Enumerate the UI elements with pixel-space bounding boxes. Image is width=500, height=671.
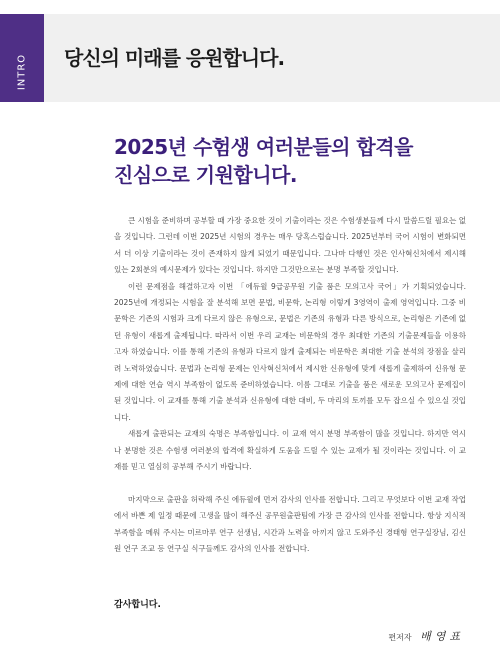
paragraph-3: 새롭게 출판되는 교재의 숙명은 부족함입니다. 이 교재 역시 분명 부족함이 많을 것입니다. 하지만 역시나 분명한 것은 수험생 여러분의 합격에 확실하게 도움을 드릴 수 있는 교재가 될 것이라는 것입니다. 이 교재를 믿고 열심히 공부해 주시기 바랍니다. [114, 429, 466, 472]
headline [114, 133, 474, 189]
signature-name: 배영표 [420, 630, 464, 643]
headline-line-1: 2025년 수험생 여러분들의 합격을 [114, 135, 413, 159]
headline-line-2: 진심으로 기원합니다. [114, 163, 297, 187]
intro-tab-label: INTRO [16, 53, 28, 91]
page-title: 당신의 미래를 응원합니다. [64, 46, 285, 70]
signature-role: 편저자 [388, 633, 412, 642]
body-text [114, 213, 466, 558]
intro-side-tab [0, 14, 44, 102]
signature [388, 628, 464, 644]
paragraph-1: 큰 시험을 준비하며 공부할 때 가장 중요한 것이 기출이라는 것은 수험생분들께 다시 말씀드릴 필요는 없을 것입니다. 그런데 이번 2025년 시험의 경우는 매우 당혹스럽습니다. 2025년부터 국어 시험이 변화되면서 더 이상 기출이라는 것이 존재하지 않게 되었기 때문입니다. 그나마 다행인 것은 인사혁신처에서 제시해 있는 2회분의 예시문제가 있다는 것입니다. 하지만 그것만으로는 분명 부족할 것입니다. [114, 216, 466, 275]
closing-text: 감사합니다. [114, 600, 161, 610]
paragraph-4: 마지막으로 출판을 허락해 주신 에듀윌에 먼저 감사의 인사를 전합니다. 그리고 무엇보다 이번 교재 작업에서 바쁜 제 일정 때문에 고생을 많이 해주신 공무원출판팀에 가장 큰 감사의 인사를 전합니다. 항상 지식적 부족함을 메워 주시는 미르마루 연구 선생님, 시간과 노력을 아끼지 않고 도와주신 경태형 연구실장님, 김신원 연구 조교 등 연구실 식구들께도 감사의 인사를 전합니다. [114, 494, 466, 554]
paragraph-2: 이런 문제점을 해결하고자 이번 「에듀윌 9급공무원 기출 품은 모의고사 국어」가 기획되었습니다. 2025년에 개정되는 시험을 잘 분석해 보면 문법, 비문학, 논리형 이렇게 3영역이 출제 영역입니다. 그중 비문학은 기존의 시험과 크게 다르지 않은 유형으로, 문법은 기존의 유형과 다른 방식으로, 논리형은 기존에 없던 유형이 새롭게 출제됩니다. 따라서 이번 우리 교재는 비문학의 경우 최대한 기존의 기출문제들을 이용하고자 하였습니다. 이를 통해 기존의 유형과 다르지 않게 출제되는 비문학은 최대한 기출 분석의 장점을 살리려 노력하였습니다. 문법과 논리형 문제는 인사혁신처에서 제시한 신유형에 맞게 새롭게 출제하여 신유형 문제에 대한 연습 역시 부족함이 없도록 준비하였습니다. 이름 그대로 기출을 품은 새로운 모의고사 문제집이 된 것입니다. 이 교재를 통해 기출 분석과 신유형에 대한 대비, 두 마리의 토끼를 모두 잡으실 수 있으실 것입니다. [114, 281, 466, 422]
